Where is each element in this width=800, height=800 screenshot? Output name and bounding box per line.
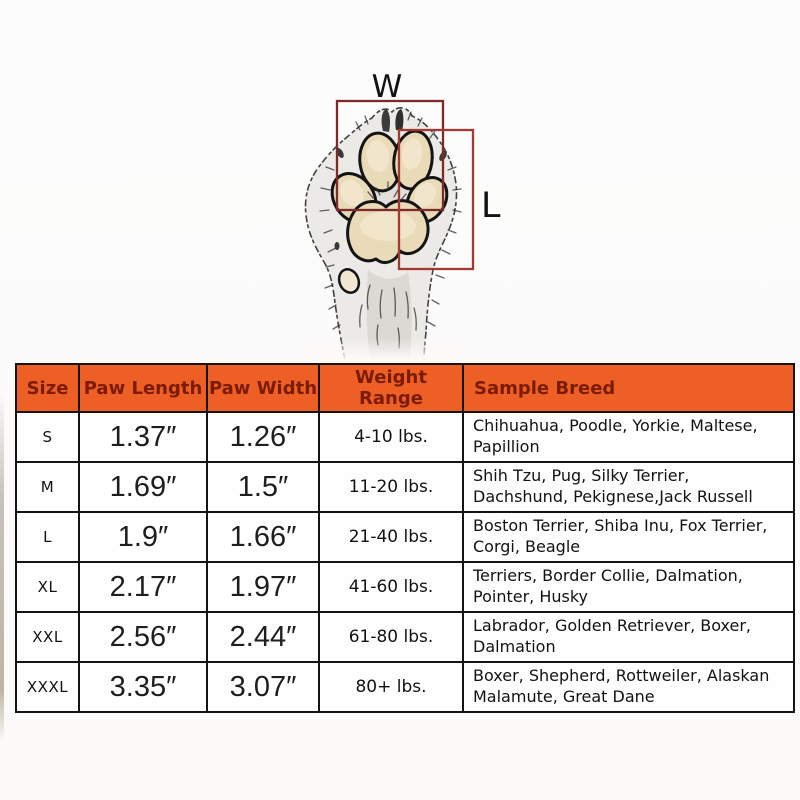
cell-paw-length: 1.69″ [79,462,207,512]
cell-sample-breed: Chihuahua, Poodle, Yorkie, Maltese, Papillion [463,412,794,462]
column-header-weight-range: Weight Range [319,364,463,412]
scan-edge-artifact [0,392,4,742]
cell-paw-width: 1.26″ [207,412,319,462]
cell-size: S [16,412,79,462]
table-row-s [16,412,794,462]
cell-paw-length: 2.17″ [79,562,207,612]
cell-paw-length: 2.56″ [79,612,207,662]
cell-sample-breed: Boston Terrier, Shiba Inu, Fox Terrier, Corgi, Beagle [463,512,794,562]
cell-paw-width: 3.07″ [207,662,319,712]
length-label: L [481,186,501,226]
table-row-m [16,462,794,512]
cell-weight-range: 80+ lbs. [319,662,463,712]
cell-paw-width: 1.5″ [207,462,319,512]
paw-measurement-diagram [250,50,550,360]
cell-sample-breed: Terriers, Border Collie, Dalmation, Pointer, Husky [463,562,794,612]
cell-size: L [16,512,79,562]
cell-paw-length: 1.37″ [79,412,207,462]
column-header-paw-width: Paw Width [207,364,319,412]
dog-paw-illustration [250,50,550,360]
cell-weight-range: 11-20 lbs. [319,462,463,512]
cell-size: XXXL [16,662,79,712]
table-row-xxxl [16,662,794,712]
column-header-size: Size [16,364,79,412]
table-row-l [16,512,794,562]
central-pad-highlight [360,211,416,241]
size-chart-table [15,363,795,713]
width-label: W [371,69,403,105]
cell-paw-length: 3.35″ [79,662,207,712]
cell-weight-range: 61-80 lbs. [319,612,463,662]
cell-weight-range: 4-10 lbs. [319,412,463,462]
cell-sample-breed: Shih Tzu, Pug, Silky Terrier, Dachshund, Pekignese,Jack Russell [463,462,794,512]
cell-paw-width: 1.97″ [207,562,319,612]
column-header-sample-breed: Sample Breed [463,364,794,412]
leg-fade [305,338,465,360]
table-row-xl [16,562,794,612]
cell-size: XXL [16,612,79,662]
cell-paw-width: 1.66″ [207,512,319,562]
table-row-xxl [16,612,794,662]
cell-weight-range: 21-40 lbs. [319,512,463,562]
cell-weight-range: 41-60 lbs. [319,562,463,612]
cell-sample-breed: Boxer, Shepherd, Rottweiler, Alaskan Malamute, Great Dane [463,662,794,712]
cell-size: XL [16,562,79,612]
header-row [16,364,794,412]
cell-size: M [16,462,79,512]
cell-paw-width: 2.44″ [207,612,319,662]
column-header-paw-length: Paw Length [79,364,207,412]
cell-paw-length: 1.9″ [79,512,207,562]
cell-sample-breed: Labrador, Golden Retriever, Boxer, Dalmation [463,612,794,662]
